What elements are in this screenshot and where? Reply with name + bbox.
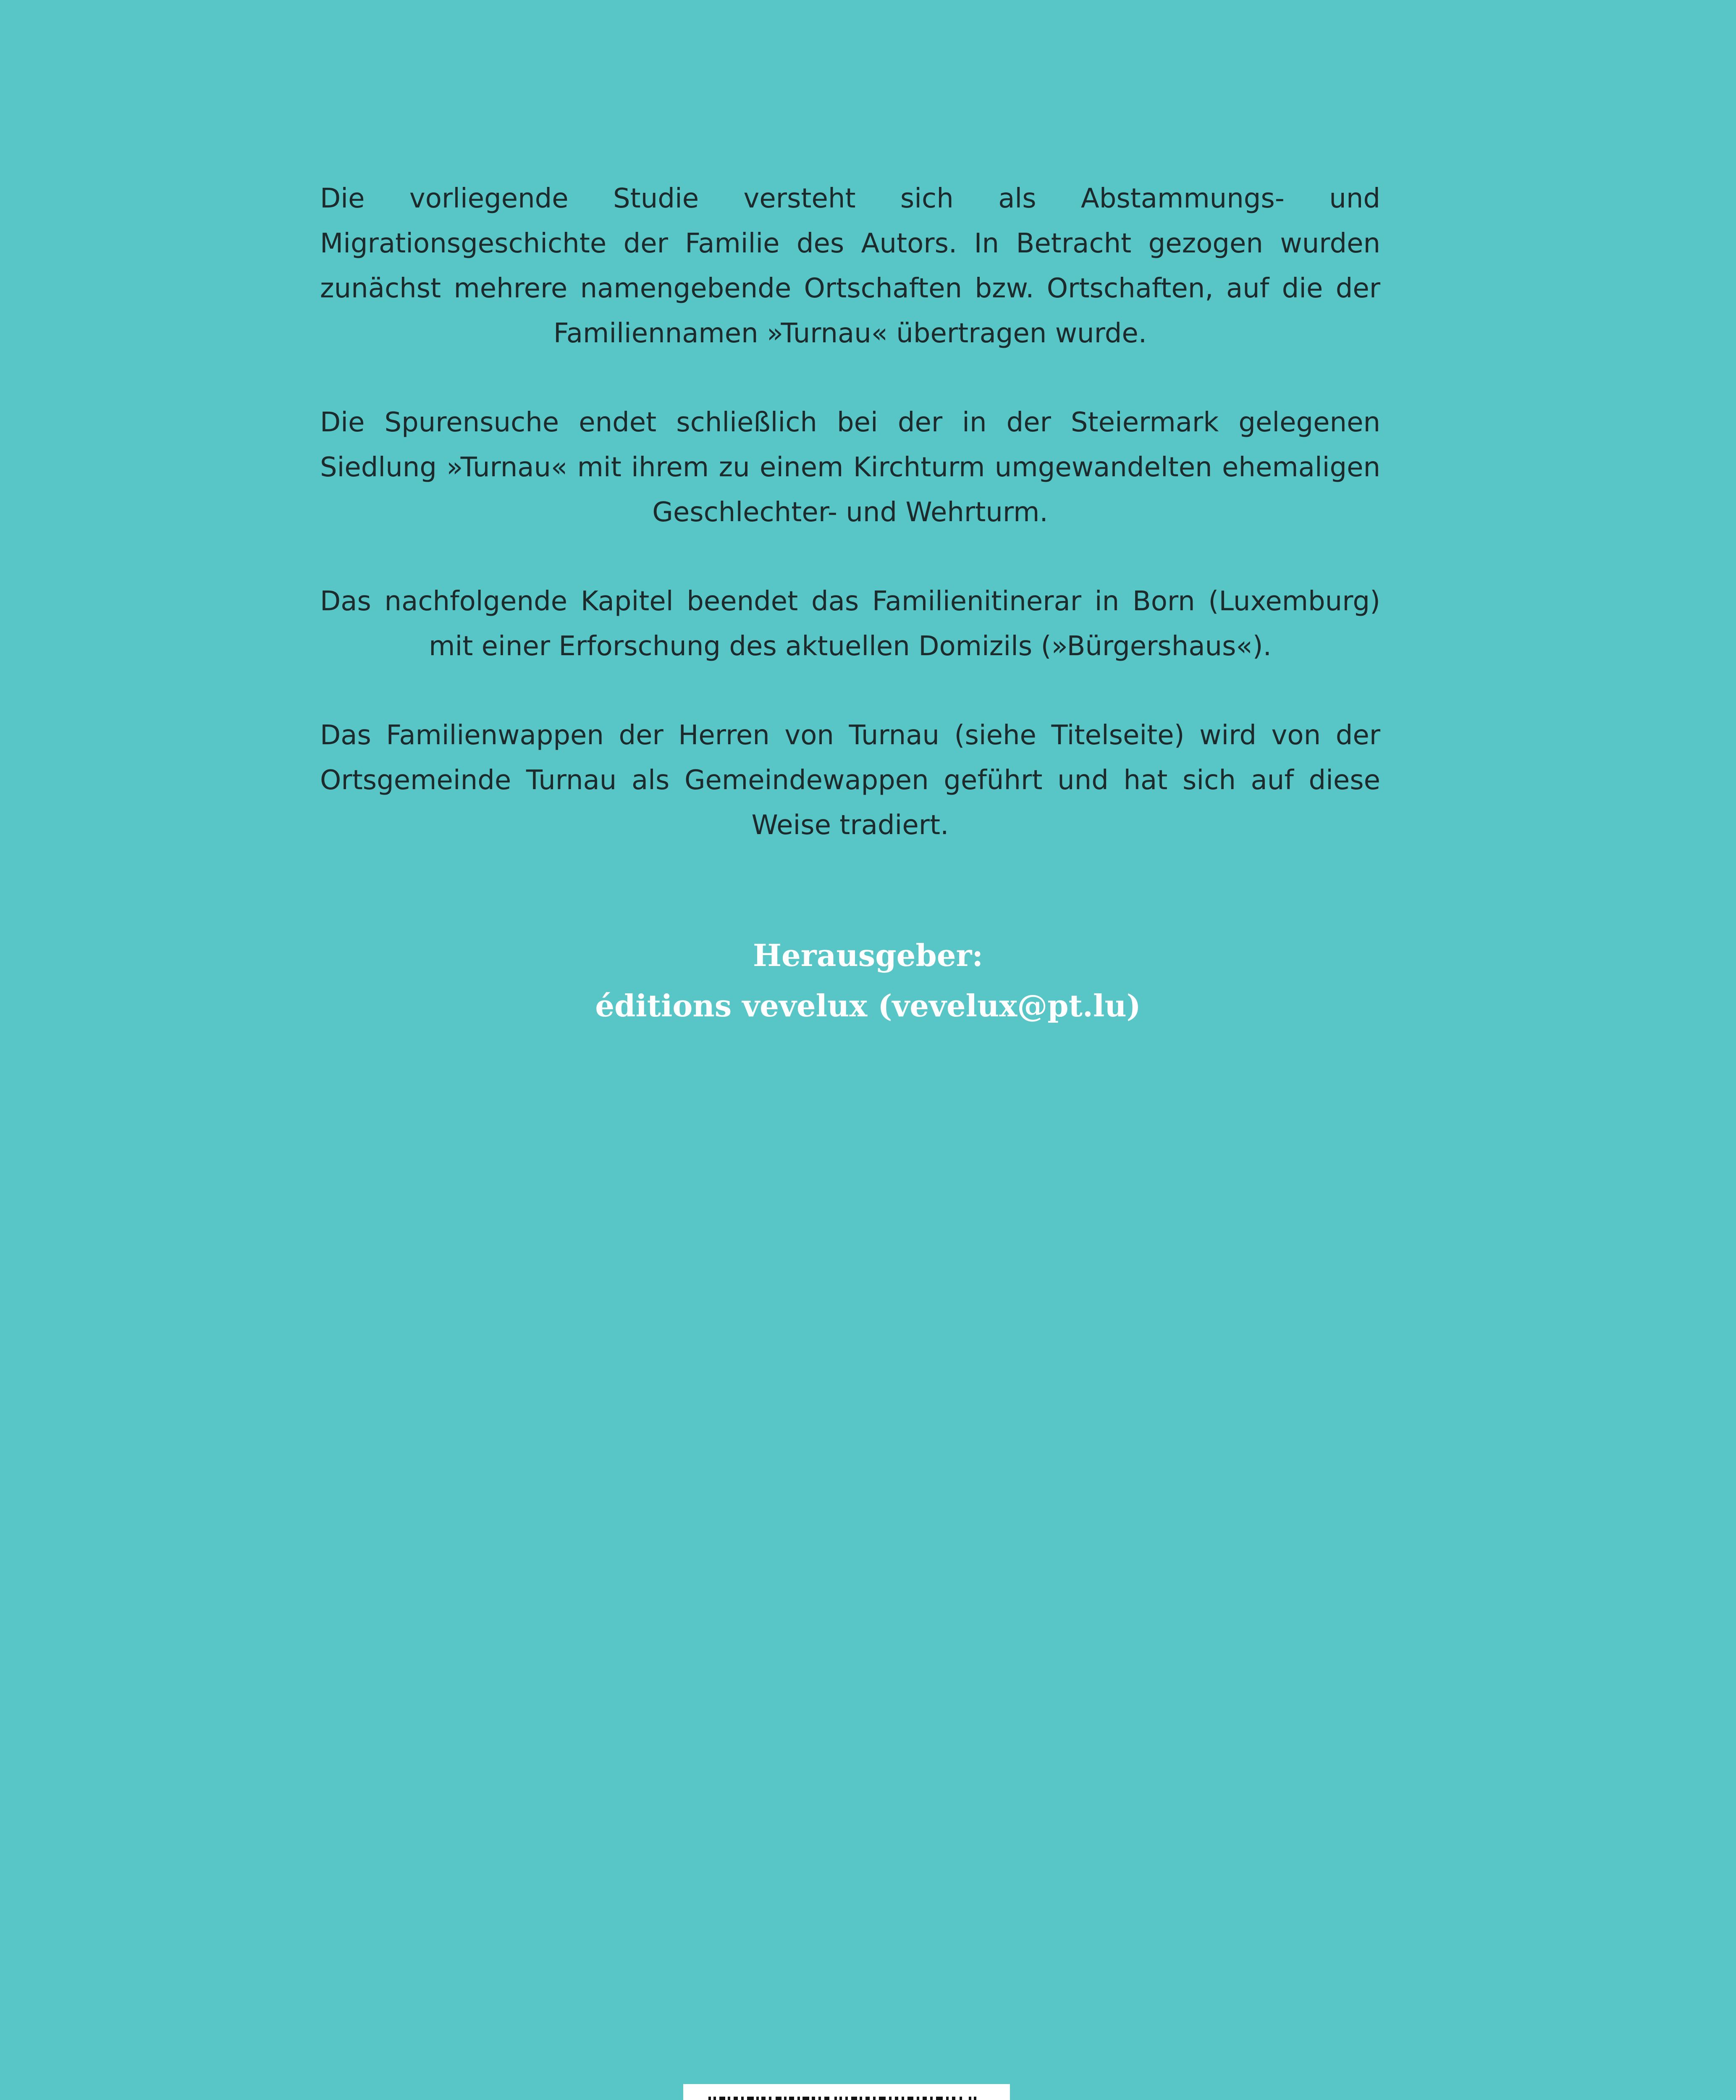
isbn-barcode xyxy=(683,2084,1010,2100)
blurb-paragraph-2: Die Spurensuche endet schließlich bei der in der Steiermark gelegenen Siedlung »Turnau« mit ihrem zu einem Kirchturm umgewandelten ehemaligen Geschlechter- und Wehrturm. xyxy=(320,407,1380,528)
back-cover-blurb xyxy=(320,176,1380,892)
blurb-paragraph-4: Das Familienwappen der Herren von Turnau (siehe Titelseite) wird von der Ortsgemeinde Turnau als Gemeindewappen geführt und hat sich auf diese Weise tradiert. xyxy=(320,720,1380,841)
publisher-label: Herausgeber: xyxy=(753,937,983,973)
blurb-paragraph-3: Das nachfolgende Kapitel beendet das Familienitinerar in Born (Luxemburg) mit einer Erforschung des aktuellen Domizils (»Bürgershaus«). xyxy=(320,586,1380,662)
barcode-bars xyxy=(708,2097,986,2100)
publisher-info xyxy=(0,930,1736,1031)
blurb-paragraph-1: Die vorliegende Studie versteht sich als Abstammungs- und Migrationsgeschichte der Familie des Autors. In Betracht gezogen wurden zunächst mehrere namengebende Ortschaften bzw. Ortschaften, auf die der Familiennamen »Turnau« übertragen wurde. xyxy=(320,183,1380,349)
publisher-name: éditions vevelux (vevelux@pt.lu) xyxy=(595,988,1141,1024)
